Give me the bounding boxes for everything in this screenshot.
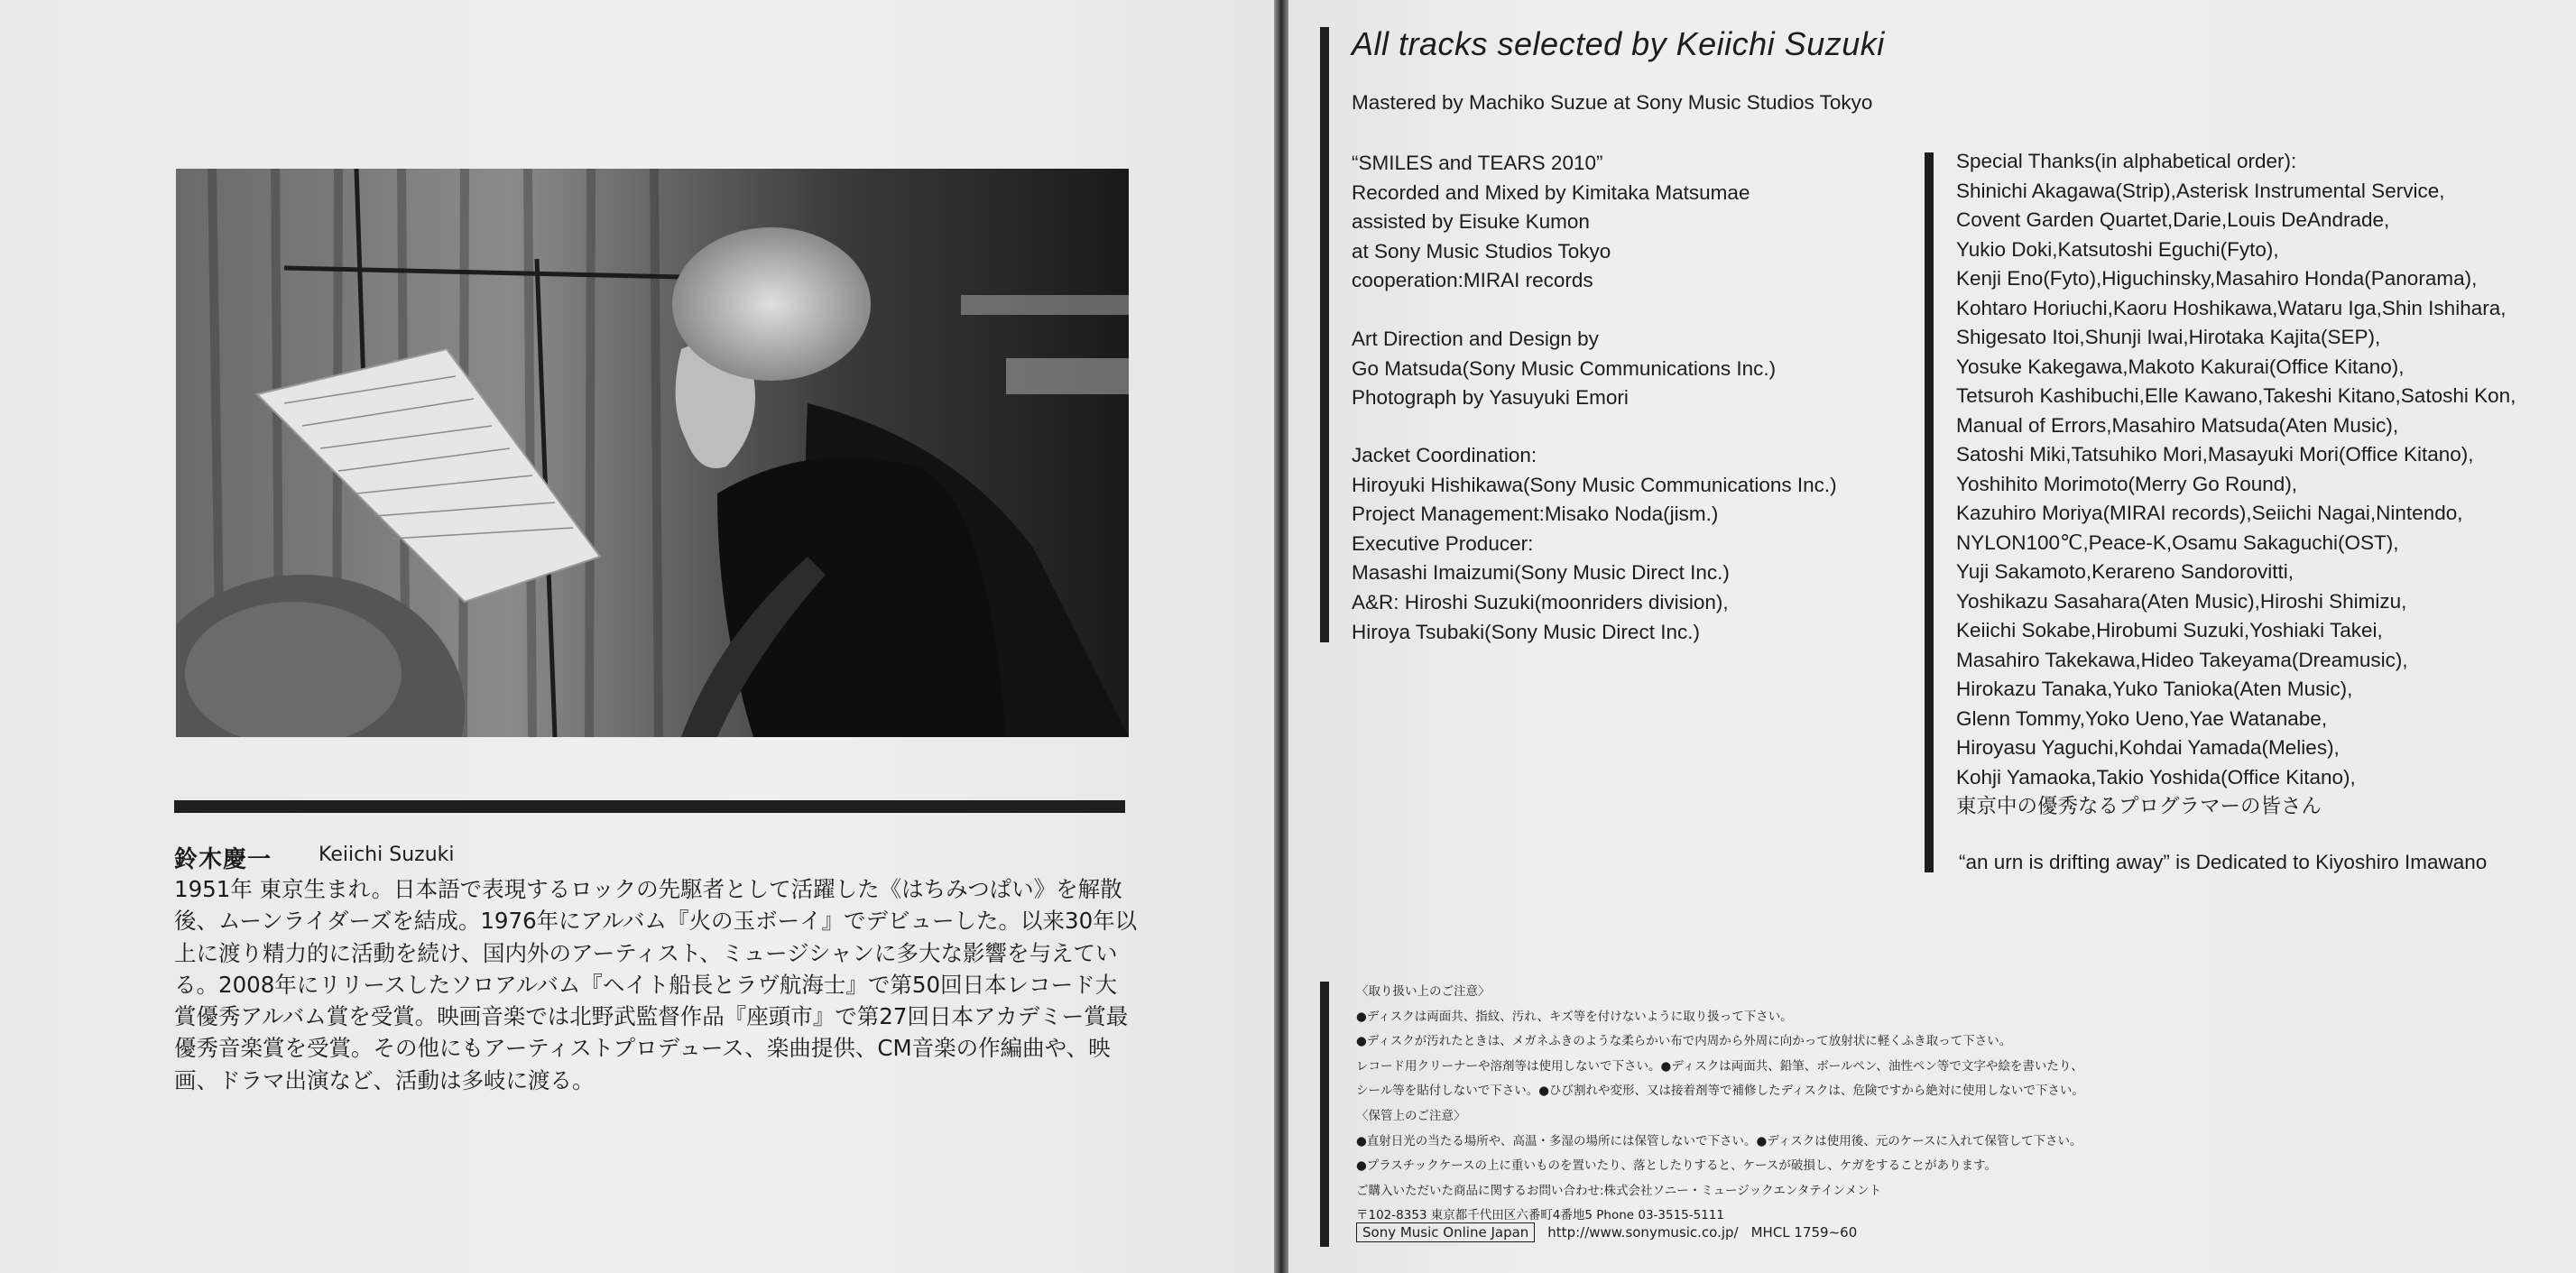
thanks-line: Kazuhiro Moriya(MIRAI records),Seiichi Nagai,Nintendo,: [1956, 502, 2463, 524]
note-line: ●ディスクが汚れたときは、メガネふきのような柔らかい布で内周から外周に向かって放射状に軽くふき取って下さい。: [1356, 1034, 2012, 1049]
left-page: [0, 0, 1274, 1273]
credit-line: cooperation:MIRAI records: [1352, 269, 1593, 292]
thanks-line: Special Thanks(in alphabetical order):: [1956, 150, 2297, 172]
credit-line: at Sony Music Studios Tokyo: [1352, 239, 1611, 263]
credit-line: Art Direction and Design by: [1352, 327, 1599, 350]
special-thanks: [1956, 147, 2516, 822]
staff-credits: [1352, 441, 1837, 647]
credit-line: assisted by Eisuke Kumon: [1352, 210, 1590, 234]
dedication: “an urn is drifting away” is Dedicated to Kiyoshiro Imawano: [1959, 851, 2488, 873]
thanks-line: Kenji Eno(Fyto),Higuchinsky,Masahiro Honda(Panorama),: [1956, 267, 2478, 290]
credit-line: Hiroyuki Hishikawa(Sony Music Communications Inc.): [1352, 473, 1837, 496]
thanks-line: Shinichi Akagawa(Strip),Asterisk Instrumental Service,: [1956, 179, 2445, 202]
thanks-line: Keiichi Sokabe,Hirobumi Suzuki,Yoshiaki Takei,: [1956, 619, 2383, 641]
artist-name-jp: 鈴木慶一: [174, 846, 272, 873]
thanks-line: Yoshikazu Sasahara(Aten Music),Hiroshi Shimizu,: [1956, 589, 2407, 613]
note-line: ●直射日光の当たる場所や、高温・多湿の場所には保管しないで下さい。●ディスクは使用後、元のケースに入れて保管して下さい。: [1356, 1133, 2082, 1148]
mastered-credit: Mastered by Machiko Suzue at Sony Music Studios Tokyo: [1352, 91, 1873, 114]
thanks-line: Hiroyasu Yaguchi,Kohdai Yamada(Melies),: [1956, 736, 2340, 759]
thanks-line: 東京中の優秀なるプログラマーの皆さん: [1956, 795, 2322, 817]
bio-line: る。2008年にリリースしたソロアルバム『ヘイト船長とラヴ航海士』で第50回日本レコード大: [174, 971, 1118, 998]
thanks-line: NYLON100℃,Peace-K,Osamu Sakaguchi(OST),: [1956, 530, 2399, 554]
credit-line: Jacket Coordination:: [1352, 444, 1537, 466]
credit-line: Recorded and Mixed by Kimitaka Matsumae: [1352, 180, 1750, 204]
note-line: ●プラスチックケースの上に重いものを置いたり、落としたりすると、ケースが破損し、ケガをすることがあります。: [1356, 1158, 1997, 1174]
thanks-line: Manual of Errors,Masahiro Matsuda(Aten Music),: [1956, 413, 2399, 437]
bio-line: 上に渡り精力的に活動を続け、国内外のアーティスト、ミュージシャンに多大な影響を与えてい: [174, 939, 1118, 966]
note-line: レコード用クリーナーや溶剤等は使用しないで下さい。●ディスクは両面共、鉛筆、ボールペン、油性ペン等で文字や絵を書いたり、: [1356, 1058, 2083, 1074]
credit-line: “SMILES and TEARS 2010”: [1352, 152, 1603, 174]
website-url[interactable]: http://www.sonymusic.co.jp/: [1547, 1224, 1739, 1241]
thanks-line: Glenn Tommy,Yoko Ueno,Yae Watanabe,: [1956, 706, 2328, 730]
handling-notes: [1356, 980, 2084, 1229]
note-line: ●ディスクは両面共、指紋、汚れ、キズ等を付けないように取り扱って下さい。: [1356, 1009, 1793, 1024]
bio-line: 賞優秀アルバム賞を受賞。映画音楽では北野武監督作品『座頭市』で第27回日本アカデミー賞最: [174, 1003, 1129, 1030]
note-line: シール等を貼付しないで下さい。●ひび割れや変形、又は接着剤等で補修したディスクは、危険ですから絶対に使用しないで下さい。: [1356, 1084, 2084, 1099]
studio-photo: [176, 169, 1129, 737]
credit-line: Masashi Imaizumi(Sony Music Direct Inc.): [1352, 561, 1730, 585]
bio-line: 1951年 東京生まれ。日本語で表現するロックの先駆者として活躍した《はちみつぱい》を解散: [174, 876, 1122, 902]
credits-bar: [1320, 27, 1329, 642]
book-gutter: [1274, 0, 1288, 1273]
label-box: Sony Music Online Japan: [1356, 1222, 1535, 1242]
credit-line: Hiroya Tsubaki(Sony Music Direct Inc.): [1352, 620, 1700, 643]
catalog-number: MHCL 1759~60: [1750, 1224, 1858, 1241]
thanks-line: Yosuke Kakegawa,Makoto Kakurai(Office Kitano),: [1956, 355, 2405, 378]
thanks-bar: [1925, 152, 1934, 872]
thanks-line: Tetsuroh Kashibuchi,Elle Kawano,Takeshi Kitano,Satoshi Kon,: [1956, 384, 2516, 407]
credit-line: Executive Producer:: [1352, 531, 1534, 555]
credit-line: Project Management:Misako Noda(jism.): [1352, 503, 1719, 526]
biography: [174, 873, 1138, 1096]
credit-line: Photograph by Yasuyuki Emori: [1352, 386, 1629, 410]
thanks-line: Yuji Sakamoto,Kerareno Sandorovitti,: [1956, 560, 2294, 583]
thanks-line: Masahiro Takekawa,Hideo Takeyama(Dreamusic),: [1956, 648, 2408, 671]
bio-line: 画、ドラマ出演など、活動は多岐に渡る。: [174, 1066, 595, 1093]
recording-credits: [1352, 149, 1750, 296]
credit-line: Go Matsuda(Sony Music Communications Inc.): [1352, 356, 1777, 380]
note-line: 〒102-8353 東京都千代田区六番町4番地5 Phone 03-3515-5111: [1356, 1208, 1724, 1223]
bio-line: 優秀音楽賞を受賞。その他にもアーティストプロデュース、楽曲提供、CM音楽の作編曲や、映: [174, 1035, 1111, 1062]
thanks-line: Yukio Doki,Katsutoshi Eguchi(Fyto),: [1956, 237, 2279, 261]
notes-bar: [1320, 982, 1329, 1247]
footer: [1356, 1222, 1857, 1242]
note-line: 〈保管上のご注意〉: [1356, 1108, 1466, 1123]
credit-line: A&R: Hiroshi Suzuki(moonriders division),: [1352, 590, 1729, 613]
artist-name-en: Keiichi Suzuki: [319, 844, 455, 866]
thanks-line: Kohji Yamaoka,Takio Yoshida(Office Kitano),: [1956, 765, 2356, 789]
thanks-line: Satoshi Miki,Tatsuhiko Mori,Masayuki Mori(Office Kitano),: [1956, 443, 2474, 466]
bio-line: 後、ムーンライダーズを結成。1976年にアルバム『火の玉ボーイ』でデビューした。以来30年以: [174, 908, 1138, 935]
thanks-line: Hirokazu Tanaka,Yuko Tanioka(Aten Music),: [1956, 678, 2353, 700]
photo-image: [176, 169, 1129, 737]
note-line: 〈取り扱い上のご注意〉: [1356, 984, 1491, 999]
page-title: All tracks selected by Keiichi Suzuki: [1352, 25, 1885, 62]
thanks-line: Yoshihito Morimoto(Merry Go Round),: [1956, 472, 2298, 495]
thanks-line: Shigesato Itoi,Shunji Iwai,Hirotaka Kajita(SEP),: [1956, 326, 2381, 348]
thanks-line: Kohtaro Horiuchi,Kaoru Hoshikawa,Wataru Iga,Shin Ishihara,: [1956, 296, 2507, 319]
divider-bar: [174, 800, 1125, 813]
thanks-line: Covent Garden Quartet,Darie,Louis DeAndrade,: [1956, 208, 2390, 231]
art-credits: [1352, 325, 1776, 413]
note-line: ご購入いただいた商品に関するお問い合わせ:株式会社ソニー・ミュージックエンタテインメント: [1356, 1183, 1882, 1198]
